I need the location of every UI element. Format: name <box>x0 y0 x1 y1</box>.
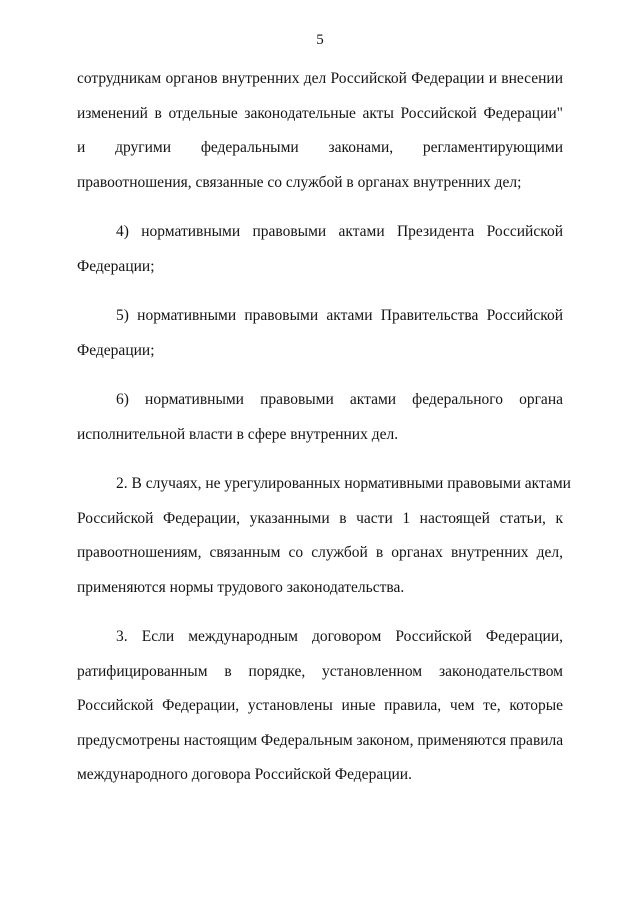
text-line: правоотношениям, связанным со службой в органах внутренних дел, <box>77 544 563 561</box>
paragraph-continuation <box>77 62 563 200</box>
text-line: 3. Если международным договором Российской Федерации, <box>116 628 563 645</box>
paragraph-part-3 <box>77 620 563 793</box>
text-line: международного договора Российской Федерации. <box>77 766 412 783</box>
text-line: исполнительной власти в сфере внутренних дел. <box>77 425 399 443</box>
text-line: правоотношения, связанные со службой в органах внутренних дел; <box>77 173 522 191</box>
paragraph-part-2 <box>77 467 571 605</box>
text-line: 4) нормативными правовыми актами Президента Российской <box>116 223 563 240</box>
text-line: 5) нормативными правовыми актами Правительства Российской <box>116 307 563 324</box>
text-line: Российской Федерации, установлены иные правила, чем те, которые <box>77 697 563 714</box>
page-number: 5 <box>316 32 324 48</box>
document-body <box>77 62 571 808</box>
text-line: Федерации; <box>77 257 155 275</box>
text-line: предусмотрены настоящим Федеральным законом, применяются правила <box>77 731 564 749</box>
text-line: сотрудникам органов внутренних дел Российской Федерации и внесении <box>77 70 563 87</box>
text-line: применяются нормы трудового законодательства. <box>77 578 405 596</box>
text-line: 6) нормативными правовыми актами федерального органа <box>116 391 563 408</box>
text-line: изменений в отдельные законодательные акты Российской Федерации" <box>77 104 563 122</box>
paragraph-item-4 <box>77 215 563 284</box>
text-line: Федерации; <box>77 341 155 359</box>
text-line: Российской Федерации, указанными в части 1 настоящей статьи, к <box>77 509 563 527</box>
text-line: 2. В случаях, не урегулированных нормативными правовыми актами <box>116 475 571 492</box>
text-line: и другими федеральными законами, регламентирующими <box>77 139 563 156</box>
paragraph-item-6 <box>77 383 563 452</box>
text-line: ратифицированным в порядке, установленном законодательством <box>77 662 563 680</box>
paragraph-item-5 <box>77 299 563 368</box>
